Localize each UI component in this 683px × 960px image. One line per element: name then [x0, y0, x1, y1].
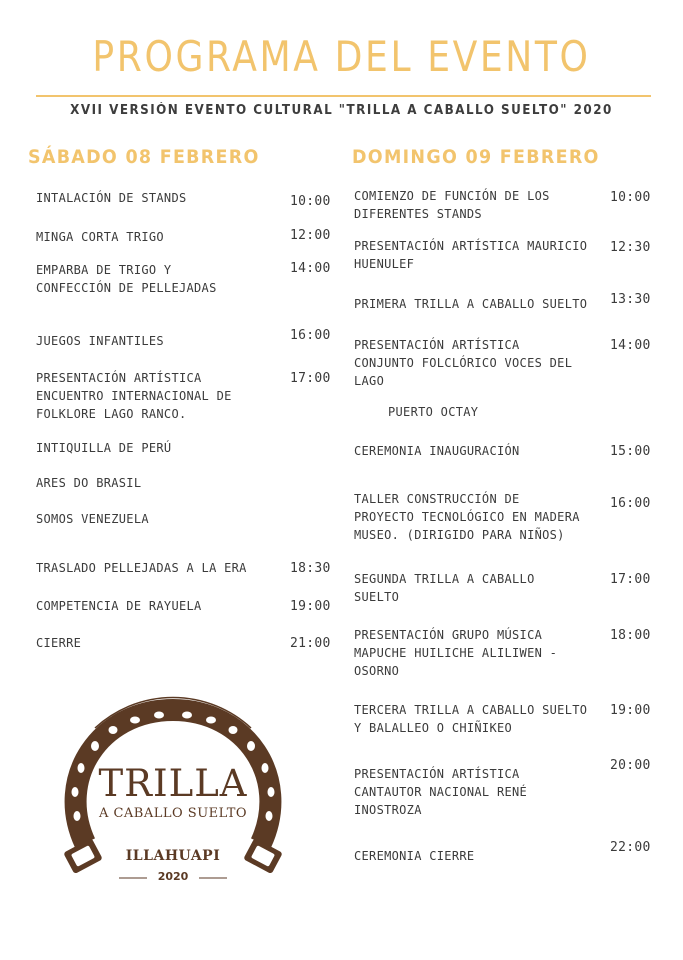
- sunday-event-item: [354, 237, 587, 273]
- sunday-event-time: 12:30: [610, 240, 651, 255]
- sunday-event-time: 18:00: [610, 628, 651, 643]
- sunday-event-item: [354, 490, 580, 544]
- saturday-event-item: [36, 332, 164, 350]
- sunday-event-time: 10:00: [610, 190, 651, 205]
- saturday-event-time: 21:00: [290, 636, 331, 651]
- sunday-event-text: PROYECTO TECNOLÓGICO EN MADERA: [354, 510, 580, 524]
- sunday-event-text: DIFERENTES STANDS: [354, 207, 482, 221]
- sunday-event-text: COMIENZO DE FUNCIÓN DE LOS: [354, 189, 550, 203]
- sunday-event-text: PRESENTACIÓN ARTÍSTICA: [354, 338, 520, 352]
- sunday-event-text: CONJUNTO FOLCLÓRICO VOCES DEL: [354, 356, 573, 370]
- sunday-event-text: PRESENTACIÓN GRUPO MÚSICA: [354, 628, 543, 642]
- saturday-event-time: 10:00: [290, 194, 331, 209]
- saturday-event-item: [36, 510, 149, 528]
- sunday-event-text: PRESENTACIÓN ARTÍSTICA: [354, 767, 520, 781]
- saturday-heading: SÁBADO 08 FEBRERO: [28, 146, 260, 168]
- sunday-event-text: CEREMONIA INAUGURACIÓN: [354, 444, 520, 458]
- saturday-event-text: INTALACIÓN DE STANDS: [36, 191, 187, 205]
- sunday-event-text: INOSTROZA: [354, 803, 422, 817]
- saturday-event-time: 19:00: [290, 599, 331, 614]
- saturday-event-text: JUEGOS INFANTILES: [36, 334, 164, 348]
- sunday-event-time: 22:00: [610, 840, 651, 855]
- sunday-event-text: SEGUNDA TRILLA A CABALLO: [354, 572, 535, 586]
- sunday-event-item: [354, 442, 520, 460]
- sunday-event-text: MAPUCHE HUILICHE ALILIWEN -: [354, 646, 558, 660]
- sunday-event-text: OSORNO: [354, 664, 400, 678]
- saturday-event-time: 12:00: [290, 228, 331, 243]
- logo-title: TRILLA: [98, 762, 248, 805]
- saturday-event-text: TRASLADO PELLEJADAS A LA ERA: [36, 561, 247, 575]
- saturday-event-text: ARES DO BRASIL: [36, 476, 142, 490]
- page-title: PROGRAMA DEL EVENTO: [92, 32, 591, 81]
- saturday-event-text: EMPARBA DE TRIGO Y: [36, 263, 172, 277]
- sunday-event-time: 13:30: [610, 292, 651, 307]
- saturday-event-item: [36, 369, 232, 423]
- logo-subtitle: A CABALLO SUELTO: [98, 806, 248, 821]
- saturday-event-text: FOLKLORE LAGO RANCO.: [36, 407, 187, 421]
- sunday-event-time: 16:00: [610, 496, 651, 511]
- sunday-event-time: 19:00: [610, 703, 651, 718]
- sunday-event-text: SUELTO: [354, 590, 400, 604]
- saturday-event-text: INTIQUILLA DE PERÚ: [36, 441, 172, 455]
- sunday-event-text: MUSEO. (DIRIGIDO PARA NIÑOS): [354, 528, 565, 542]
- saturday-event-item: [36, 474, 141, 492]
- sunday-event-text: CANTAUTOR NACIONAL RENÉ: [354, 785, 528, 799]
- sunday-event-time: 20:00: [610, 758, 651, 773]
- sunday-event-text: Y BALALLEO O CHIÑIKEO: [354, 721, 513, 735]
- saturday-event-text: PRESENTACIÓN ARTÍSTICA: [36, 371, 202, 385]
- saturday-event-time: 14:00: [290, 261, 331, 276]
- event-subtitle: XVII VERSIÓN EVENTO CULTURAL "TRILLA A CABALLO SUELTO" 2020: [70, 103, 613, 118]
- sunday-event-text: HUENULEF: [354, 257, 415, 271]
- saturday-event-text: CONFECCIÓN DE PELLEJADAS: [36, 281, 217, 295]
- sunday-event-item: [354, 847, 474, 865]
- saturday-event-text: COMPETENCIA DE RAYUELA: [36, 599, 202, 613]
- logo-year: 2020: [157, 870, 189, 883]
- title-divider: [36, 95, 651, 97]
- sunday-event-item: [354, 570, 535, 606]
- saturday-event-item: [36, 439, 171, 457]
- trilla-logo: [55, 688, 291, 888]
- sunday-event-text: PUERTO OCTAY: [388, 405, 479, 419]
- saturday-event-text: SOMOS VENEZUELA: [36, 512, 149, 526]
- sunday-event-text: TERCERA TRILLA A CABALLO SUELTO: [354, 703, 588, 717]
- sunday-event-time: 14:00: [610, 338, 651, 353]
- sunday-event-time: 17:00: [610, 572, 651, 587]
- saturday-event-text: CIERRE: [36, 636, 82, 650]
- sunday-event-text: PRIMERA TRILLA A CABALLO SUELTO: [354, 297, 588, 311]
- saturday-event-time: 16:00: [290, 328, 331, 343]
- sunday-event-text: CEREMONIA CIERRE: [354, 849, 475, 863]
- sunday-event-time: 15:00: [610, 444, 651, 459]
- sunday-event-item: [354, 765, 527, 819]
- sunday-event-text: TALLER CONSTRUCCIÓN DE: [354, 492, 520, 506]
- saturday-event-item: [36, 634, 81, 652]
- sunday-event-text: LAGO: [354, 374, 385, 388]
- saturday-event-item: [36, 261, 217, 297]
- saturday-event-time: 18:30: [290, 561, 331, 576]
- sunday-event-item: [354, 626, 557, 680]
- sunday-event-item: [388, 403, 478, 421]
- sunday-heading: DOMINGO 09 FEBRERO: [352, 146, 600, 168]
- logo-place: ILLAHUAPI: [125, 848, 221, 864]
- sunday-event-item: [354, 295, 587, 313]
- sunday-event-item: [354, 187, 550, 223]
- sunday-event-item: [354, 701, 587, 737]
- saturday-event-text: ENCUENTRO INTERNACIONAL DE: [36, 389, 232, 403]
- sunday-event-item: [354, 336, 572, 390]
- saturday-event-item: [36, 597, 202, 615]
- saturday-event-text: MINGA CORTA TRIGO: [36, 230, 164, 244]
- saturday-event-time: 17:00: [290, 371, 331, 386]
- sunday-event-text: PRESENTACIÓN ARTÍSTICA MAURICIO: [354, 239, 588, 253]
- saturday-event-item: [36, 228, 164, 246]
- saturday-event-item: [36, 559, 247, 577]
- saturday-event-item: [36, 189, 187, 207]
